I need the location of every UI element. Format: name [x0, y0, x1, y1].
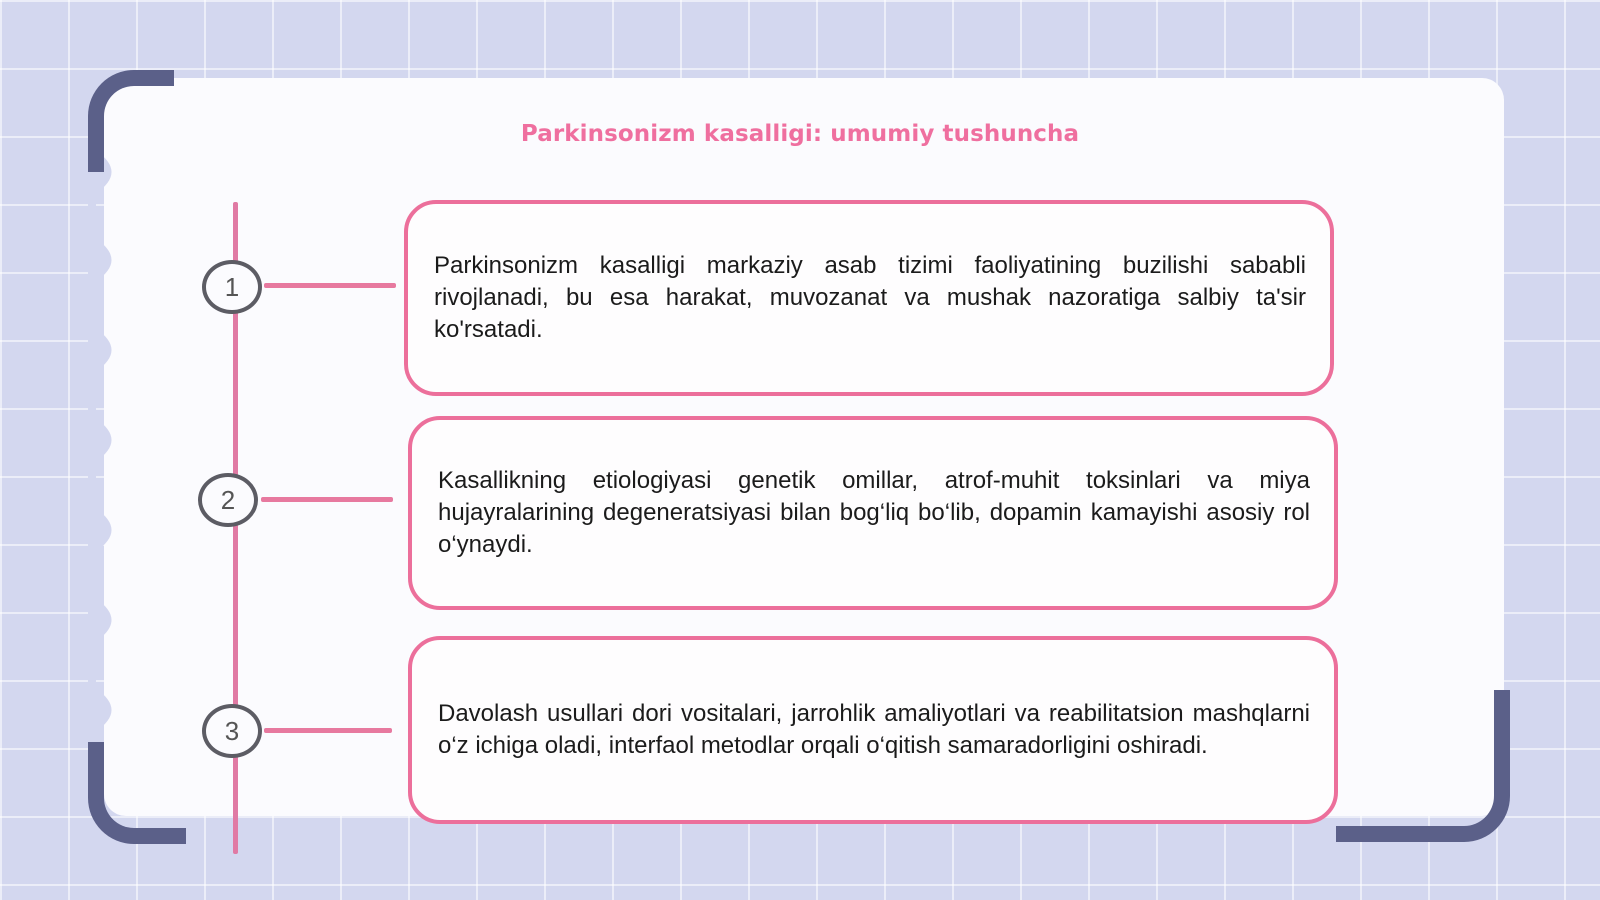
- step-number-2: 2: [198, 473, 258, 527]
- connector-line-3: [264, 728, 392, 733]
- step-number-1: 1: [202, 260, 262, 314]
- corner-bracket-bottom-right: [1336, 690, 1510, 842]
- info-box-1: [404, 200, 1334, 396]
- info-box-3: [408, 636, 1338, 824]
- info-box-2: [408, 416, 1338, 610]
- info-text-3: Davolash usullari dori vositalari, jarrohlik amaliyotlari va reabilitatsion mashqlarni o‘z ichiga oladi, interfaol metodlar orqali o‘qitish samaradorligini oshiradi.: [438, 700, 1310, 759]
- info-text-2: Kasallikning etiologiyasi genetik omillar, atrof-muhit toksinlari va miya hujayralarining degeneratsiyasi bilan bog‘liq bo‘lib, dopamin kamayishi asosiy rol o‘ynaydi.: [438, 467, 1310, 558]
- info-text-1: Parkinsonizm kasalligi markaziy asab tizimi faoliyatining buzilishi sababli rivojlanadi, bu esa harakat, muvozanat va mushak nazoratiga salbiy ta'sir ko'rsatadi.: [434, 252, 1306, 343]
- corner-bracket-top-left: [88, 70, 174, 172]
- step-number-3: 3: [202, 704, 262, 758]
- connector-line-2: [261, 497, 393, 502]
- connector-line-1: [264, 283, 396, 288]
- page-title: Parkinsonizm kasalligi: umumiy tushuncha: [520, 121, 1080, 147]
- corner-bracket-bottom-left: [88, 742, 186, 844]
